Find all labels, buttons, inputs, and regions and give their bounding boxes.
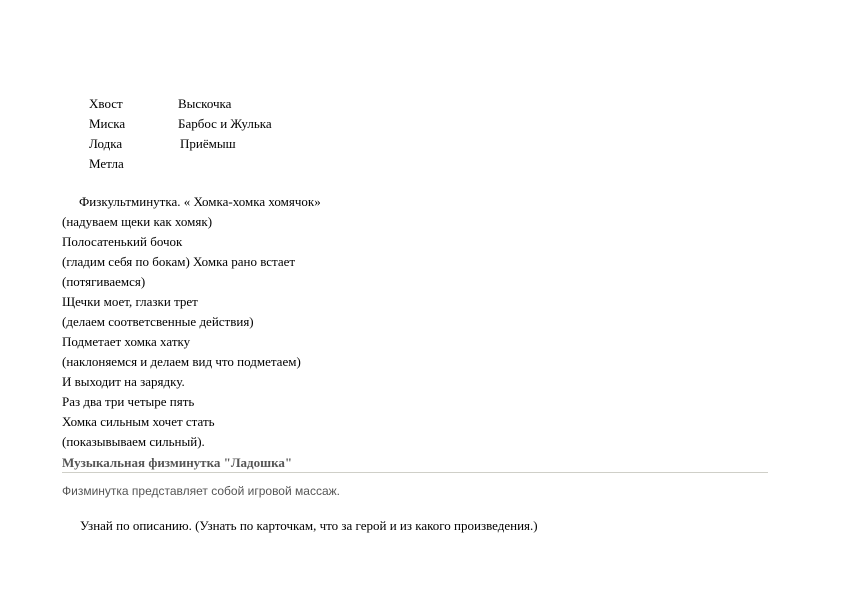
word-right-1: Выскочка [178, 96, 232, 111]
exercise-line: (наклоняемся и делаем вид что подметаем) [62, 354, 301, 369]
exercise-line: Раз два три четыре пять [62, 394, 195, 409]
exercise-line: (делаем соответсвенные действия) [62, 314, 254, 329]
exercise-line: (потягиваемся) [62, 274, 146, 289]
exercise-line: Щечки моет, глазки трет [62, 294, 198, 309]
music-description: Физминутка представляет собой игровой массаж. [62, 484, 340, 498]
exercise-line: Подметает хомка хатку [62, 334, 191, 349]
word-left-4: Метла [89, 156, 124, 171]
music-title: Музыкальная физминутка "Ладошка" [62, 455, 293, 470]
exercise-line: Хомка сильным хочет стать [62, 414, 215, 429]
word-left-2: Миска [89, 116, 126, 131]
exercise-line: Полосатенький бочок [62, 234, 183, 249]
exercise-line: И выходит на зарядку. [62, 374, 185, 389]
word-left-1: Хвост [89, 96, 123, 111]
word-left-3: Лодка [89, 136, 123, 151]
word-right-3: Приёмыш [180, 136, 236, 151]
section-divider [62, 472, 768, 473]
word-right-2: Барбос и Жулька [178, 116, 272, 131]
exercise-line: (надуваем щеки как хомяк) [62, 214, 213, 229]
exercise-line: (гладим себя по бокам) Хомка рано встает [62, 254, 296, 269]
task-text: Узнай по описанию. (Узнать по карточкам, что за герой и из какого произведения.) [80, 518, 538, 533]
exercise-line: (показывываем сильный). [62, 434, 205, 449]
exercise-title: Физкультминутка. « Хомка-хомка хомячок» [79, 194, 321, 209]
